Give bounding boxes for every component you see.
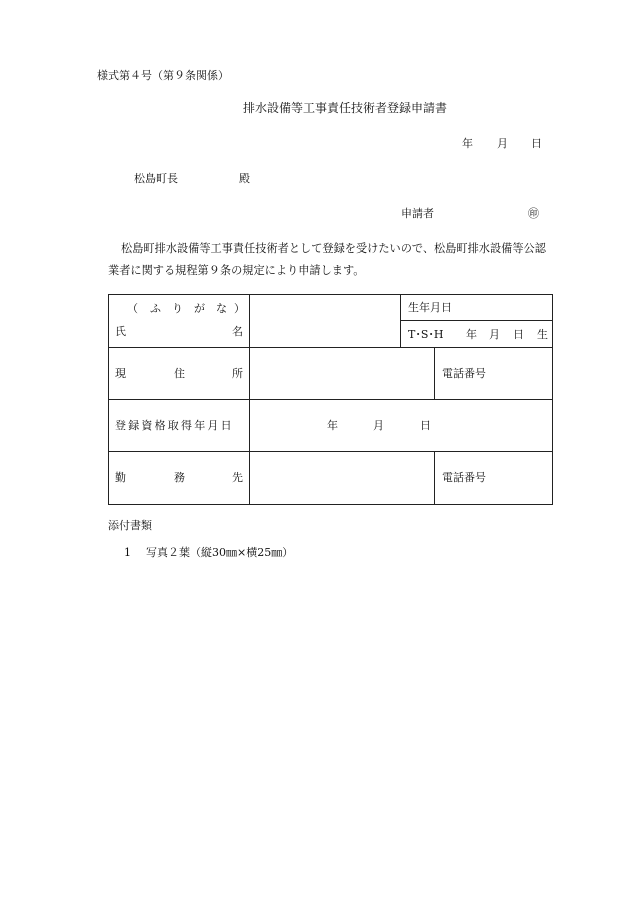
phone-input-cell[interactable] — [490, 349, 550, 397]
furigana-char-3: が — [194, 302, 205, 315]
birth-suffix-label: 生 — [537, 328, 548, 341]
reg-day-label: 日 — [420, 419, 431, 432]
furigana-char-2: り — [172, 302, 183, 315]
address-label-1: 現 — [115, 367, 126, 380]
name-input-cell[interactable] — [251, 296, 398, 345]
workplace-input-cell[interactable] — [251, 453, 432, 502]
birth-month-label: 月 — [489, 328, 500, 341]
registration-date-label: 登録資格取得年月日 — [115, 419, 234, 432]
seal-mark: ㊞ — [528, 207, 539, 220]
address-input-cell[interactable] — [251, 349, 432, 397]
furigana-char-1: ふ — [150, 302, 161, 315]
name-label-left: 氏 — [115, 325, 126, 338]
attachment-number: 1 — [124, 546, 131, 559]
workplace-label-2: 務 — [174, 471, 185, 484]
birth-year-label: 年 — [466, 328, 477, 341]
birth-day-label: 日 — [513, 328, 524, 341]
attachment-item: 写真２葉（縦30㎜×横25㎜） — [146, 546, 294, 559]
date-month-label: 月 — [497, 137, 508, 150]
body-line-2: 業者に関する規程第９条の規定により申請します。 — [108, 264, 365, 277]
addressee-name: 松島町長 — [134, 172, 178, 185]
phone-label-2: 電話番号 — [442, 471, 486, 484]
name-label-right: 名 — [232, 325, 243, 338]
address-label-2: 住 — [174, 367, 185, 380]
address-label-3: 所 — [232, 367, 243, 380]
furigana-char-4: な — [216, 302, 227, 315]
reg-month-label: 月 — [373, 419, 384, 432]
furigana-close-paren: ） — [234, 302, 245, 315]
era-options: T･S･H — [408, 328, 444, 341]
attachments-heading: 添付書類 — [108, 519, 152, 532]
applicant-label: 申請者 — [401, 207, 434, 220]
document-title: 排水設備等工事責任技術者登録申請書 — [243, 101, 448, 115]
furigana-open-paren: （ — [127, 302, 138, 315]
workplace-label-3: 先 — [232, 471, 243, 484]
phone2-input-cell[interactable] — [490, 453, 550, 502]
birth-date-label: 生年月日 — [408, 301, 452, 314]
date-day-label: 日 — [531, 137, 542, 150]
date-year-label: 年 — [462, 137, 473, 150]
phone-label: 電話番号 — [442, 367, 486, 380]
addressee-honorific: 殿 — [239, 172, 250, 185]
workplace-label-1: 勤 — [115, 471, 126, 484]
form-number: 様式第４号（第９条関係） — [97, 69, 229, 82]
body-line-1: 松島町排水設備等工事責任技術者として登録を受けたいので、松島町排水設備等公認 — [121, 242, 546, 255]
reg-year-label: 年 — [327, 419, 338, 432]
